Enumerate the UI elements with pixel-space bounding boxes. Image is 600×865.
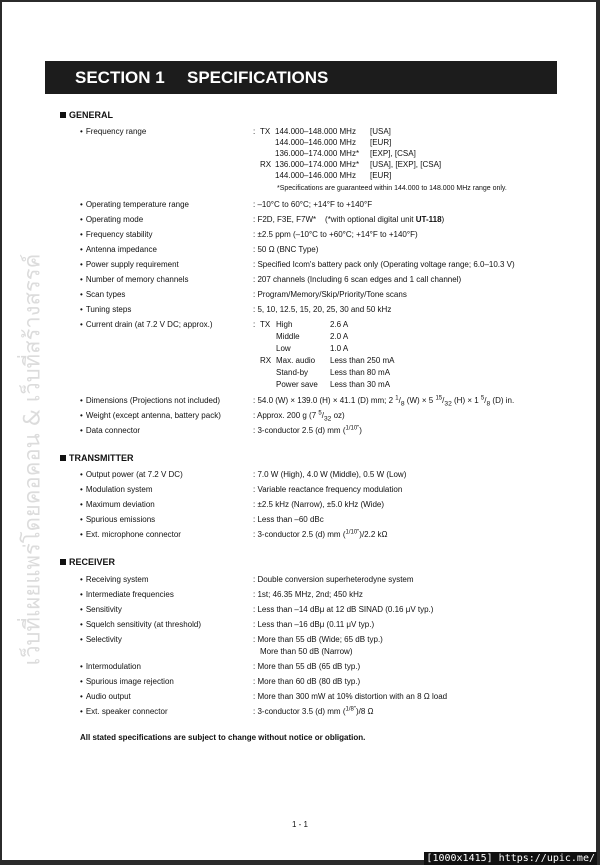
spec-value: Program/Memory/Skip/Priority/Tone scans: [257, 290, 407, 299]
spec-label: Selectivity: [85, 635, 122, 644]
spec-value: More than 55 dB (Wide; 65 dB typ.): [257, 635, 383, 644]
spec-row-antenna-impedance: • Antenna impedance : 50 Ω (BNC Type): [80, 245, 319, 254]
general-heading: GENERAL: [60, 110, 113, 120]
spec-value: 5, 10, 12.5, 15, 20, 25, 30 and 50 kHz: [257, 305, 392, 314]
spec-row-intermediate-frequencies: • Intermediate frequencies : 1st; 46.35 MHz, 2nd; 450 kHz: [80, 590, 363, 599]
spec-value: Variable reactance frequency modulation: [257, 485, 403, 494]
spec-label: Operating temperature range: [85, 200, 189, 209]
spec-label: Intermodulation: [85, 662, 141, 671]
spec-row-frequency-stability: • Frequency stability : ±2.5 ppm (–10°C to +60°C; +14°F to +140°F): [80, 230, 418, 239]
spec-value: Less than –16 dBμ (0.11 μV typ.): [257, 620, 375, 629]
spec-row-selectivity-continued: [2, 645, 596, 658]
spec-value: ±2.5 ppm (–10°C to +60°C; +14°F to +140°F): [257, 230, 418, 239]
spec-label: Tuning steps: [85, 305, 132, 314]
spec-row-memory-channels: • Number of memory channels : 207 channels (Including 6 scan edges and 1 call channel): [80, 275, 462, 284]
spec-value: More than 50 dB (Narrow): [260, 647, 353, 656]
spec-value: Double conversion superheterodyne system: [257, 575, 414, 584]
transmitter-heading: TRANSMITTER: [60, 453, 134, 463]
spec-row-dimensions: • Dimensions (Projections not included) : 54.0 (W) × 139.0 (H) × 41.1 (D) mm; 2 $^1/_8$ (W) × 5 $^{15}/_{32}$ (H) × 1 $^5/_8$ (D) in.: [80, 395, 515, 408]
spec-value: ±2.5 kHz (Narrow), ±5.0 kHz (Wide): [257, 500, 385, 509]
spec-label: Weight (except antenna, battery pack): [85, 411, 221, 420]
spec-label: Audio output: [85, 692, 131, 701]
spec-row-current-drain: • Current drain (at 7.2 V DC; approx.) :: [80, 320, 256, 329]
spec-label: Spurious emissions: [85, 515, 156, 524]
spec-label: Power supply requirement: [85, 260, 179, 269]
watermark: เว็บที่เผยแพร่โดยคอคอน & เว็บที่สร้างสรรค์: [20, 253, 46, 666]
frequency-note: *Specifications are guaranteed within 144.000 to 148.000 MHz range only.: [277, 185, 507, 192]
spec-label: Frequency stability: [85, 230, 153, 239]
spec-label: Spurious image rejection: [85, 677, 174, 686]
spec-value: 3-conductor 3.5 (d) mm ($^{1/8"}$)/8 Ω: [257, 706, 374, 716]
spec-label: Dimensions (Projections not included): [85, 396, 221, 405]
spec-label: Receiving system: [85, 575, 149, 584]
spec-row-power-supply: • Power supply requirement : Specified Icom's battery pack only (Operating voltage range; 6.0–10.3 V): [80, 260, 515, 269]
page-title: SPECIFICATIONS: [187, 68, 329, 87]
spec-label: Intermediate frequencies: [85, 590, 174, 599]
spec-value: 3-conductor 2.5 (d) mm ($^{1/10"}$)/2.2 kΩ: [257, 529, 388, 539]
spec-row-weight: • Weight (except antenna, battery pack) : Approx. 200 g (7 $^5/_{32}$ oz): [80, 410, 345, 423]
spec-value: 50 Ω (BNC Type): [257, 245, 319, 254]
spec-label: Sensitivity: [85, 605, 122, 614]
spec-value: 54.0 (W) × 139.0 (H) × 41.1 (D) mm; 2 $^1/_8$ (W) × 5 $^{15}/_{32}$ (H) × 1 $^5/_8$ (D) in.: [257, 395, 515, 408]
spec-label: Ext. speaker connector: [85, 707, 168, 716]
square-bullet-icon: [60, 559, 66, 565]
square-bullet-icon: [60, 112, 66, 118]
spec-value: –10°C to 60°C; +14°F to +140°F: [257, 200, 373, 209]
spec-row-scan-types: • Scan types : Program/Memory/Skip/Priority/Tone scans: [80, 290, 407, 299]
spec-row-sensitivity: • Sensitivity : Less than –14 dBμ at 12 dB SINAD (0.16 μV typ.): [80, 605, 434, 614]
spec-row-mic-connector: • Ext. microphone connector : 3-conductor 2.5 (d) mm ($^{1/10"}$)/2.2 kΩ: [80, 529, 388, 539]
image-size-badge: [1000x1415] https://upic.me/: [426, 853, 595, 864]
spec-row-output-power: • Output power (at 7.2 V DC) : 7.0 W (High), 4.0 W (Middle), 0.5 W (Low): [80, 470, 407, 479]
spec-row-data-connector: • Data connector : 3-conductor 2.5 (d) mm ($^{1/10"}$): [80, 425, 362, 435]
spec-row-operating-mode: • Operating mode : F2D, F3E, F7W* (*with optional digital unit UT-118): [80, 215, 445, 224]
spec-value: Approx. 200 g (7 $^5/_{32}$ oz): [257, 410, 345, 423]
spec-row-modulation-system: • Modulation system : Variable reactance frequency modulation: [80, 485, 403, 494]
spec-label: Output power (at 7.2 V DC): [85, 470, 183, 479]
square-bullet-icon: [60, 455, 66, 461]
spec-label: Number of memory channels: [85, 275, 189, 284]
spec-row-audio-output: • Audio output : More than 300 mW at 10% distortion with an 8 Ω load: [80, 692, 448, 701]
spec-row-receiving-system: • Receiving system : Double conversion superheterodyne system: [80, 575, 414, 584]
spec-row-operating-temperature: • Operating temperature range : –10°C to 60°C; +14°F to +140°F: [80, 200, 373, 209]
spec-row-frequency-range: • Frequency range :: [80, 127, 256, 136]
spec-row-squelch-sensitivity: • Squelch sensitivity (at threshold) : Less than –16 dBμ (0.11 μV typ.): [80, 620, 375, 629]
spec-row-tuning-steps: • Tuning steps : 5, 10, 12.5, 15, 20, 25, 30 and 50 kHz: [80, 305, 392, 314]
spec-value: F2D, F3E, F7W*: [257, 215, 317, 224]
spec-value: More than 55 dB (65 dB typ.): [257, 662, 361, 671]
spec-value: Specified Icom's battery pack only (Operating voltage range; 6.0–10.3 V): [257, 260, 515, 269]
section-number: SECTION 1: [75, 68, 165, 87]
spec-value: 7.0 W (High), 4.0 W (Middle), 0.5 W (Low): [257, 470, 407, 479]
spec-label: Ext. microphone connector: [85, 530, 181, 539]
section-banner: [45, 61, 557, 94]
spec-page: เว็บที่เผยแพร่โดยคอคอน & เว็บที่สร้างสรรค์ SECTION 1 SPECIFICATIONS GENERAL • Frequency range : TX 144.000–148.000 MHz [USA] 144.000–146.000 MHz [EUR] 136.000–174.000 MHz* [EXP], [CSA] RX 136.000–174.000 MHz* [USA], [EXP], [CSA] 144.000–146.000 MHz [EUR] *Specifications are guaranteed within 144.000 to 148.000 MHz range only. • Operating temperature range : –10°C to 60°C; +14°F to +140°F • Operating mode : F2D, F3E, F7W* (*with optional digital unit UT-118) • Frequency stability : ±2.5 ppm (–10°C to +60°C; +14°F to +140°F) • Antenna impedance : 50 Ω (BNC Type) • Power supply requirement : Specified Icom's battery pack only (Operating voltage range; 6.0–10.3 V) • Number of memory channels : 207 channels (Including 6 scan edges and 1 call channel) • Scan types : Program/Memory/Skip/Priority/Tone scans • Tuning steps : 5, 10, 12.5, 15, 20, 25, 30 and 50 kHz • Current drain (at 7.2 V DC; approx.) : TX High 2.6 A Middle 2.0 A Low 1.0 A RX Max. audio Less than 250 mA Stand-by Less than 80 mA Power save Less than 30 mA • Dimensions (Projections not included) : 54.0 (W) × 139.0 (H) × 41.1 (D) mm; 2 $^1/_8$ (W) × 5 $^{15}/_{32}$ (H) × 1 $^5/_8$ (D) in. • Weight (except antenna, battery pack) : Approx. 200 g (7 $^5/_{32}$ oz) • Data connector : 3-conductor 2.5 (d) mm ($^{1/10"}$) TRANSMITTER • Output power (at 7.2 V DC) : 7.0 W (High), 4.0 W (Middle), 0.5 W (Low) • Modulation system : Variable reactance frequency modulation • Maximum deviation : ±2.5 kHz (Narrow), ±5.0 kHz (Wide) • Spurious emissions : Less than –60 dBc • Ext. microphone connector : 3-conductor 2.5 (d) mm ($^{1/10"}$)/2.2 kΩ RECEIVER • Receiving system : Double conversion superheterodyne system • Intermediate frequencies : 1st; 46.35 MHz, 2nd; 450 kHz • Sensitivity : Less than –14 dBμ at 12 dB SINAD (0.16 μV typ.) • Squelch sensitivity (at threshold) : Less than –16 dBμ (0.11 μV typ.) • Selectivity : More than 55 dB (Wide; 65 dB typ.) More than 50 dB (Narrow) • Intermodulation : More than 55 dB (65 dB typ.) • Spurious image rejection : More than 60 dB (80 dB typ.) • Audio output : More than 300 mW at 10% distortion with an 8 Ω load • Ext. speaker connector : 3-conductor 3.5 (d) mm ($^{1/8"}$)/8 Ω All stated specifications are subject to change without notice or obligation. 1 - 1: [2, 2, 596, 860]
spec-value: 1st; 46.35 MHz, 2nd; 450 kHz: [257, 590, 363, 599]
spec-row-maximum-deviation: • Maximum deviation : ±2.5 kHz (Narrow), ±5.0 kHz (Wide): [80, 500, 385, 509]
spec-value: Less than –14 dBμ at 12 dB SINAD (0.16 μV typ.): [257, 605, 434, 614]
unit-name: UT-118: [415, 215, 442, 224]
spec-label: Antenna impedance: [85, 245, 157, 254]
spec-value: 207 channels (Including 6 scan edges and 1 call channel): [257, 275, 462, 284]
spec-label: Squelch sensitivity (at threshold): [85, 620, 201, 629]
spec-value: More than 60 dB (80 dB typ.): [257, 677, 361, 686]
spec-label: Data connector: [85, 426, 141, 435]
spec-label: Operating mode: [85, 215, 144, 224]
spec-row-spurious-emissions: • Spurious emissions : Less than –60 dBc: [80, 515, 324, 524]
spec-row-speaker-connector: • Ext. speaker connector : 3-conductor 3.5 (d) mm ($^{1/8"}$)/8 Ω: [80, 706, 374, 716]
disclaimer-note: All stated specifications are subject to change without notice or obligation.: [80, 733, 366, 742]
spec-label: Frequency range: [85, 127, 147, 136]
receiver-heading: RECEIVER: [60, 557, 115, 567]
spec-row-intermodulation: • Intermodulation : More than 55 dB (65 dB typ.): [80, 662, 361, 671]
spec-value: 3-conductor 2.5 (d) mm ($^{1/10"}$): [257, 425, 362, 435]
spec-value: Less than –60 dBc: [257, 515, 324, 524]
spec-label: Maximum deviation: [85, 500, 155, 509]
spec-label: Scan types: [85, 290, 126, 299]
spec-label: Modulation system: [85, 485, 153, 494]
spec-row-image-rejection: • Spurious image rejection : More than 60 dB (80 dB typ.): [80, 677, 361, 686]
page-number: 1 - 1: [292, 820, 309, 829]
spec-label: Current drain (at 7.2 V DC; approx.): [85, 320, 213, 329]
spec-row-selectivity: • Selectivity : More than 55 dB (Wide; 65 dB typ.): [80, 635, 383, 644]
spec-value: More than 300 mW at 10% distortion with an 8 Ω load: [257, 692, 448, 701]
